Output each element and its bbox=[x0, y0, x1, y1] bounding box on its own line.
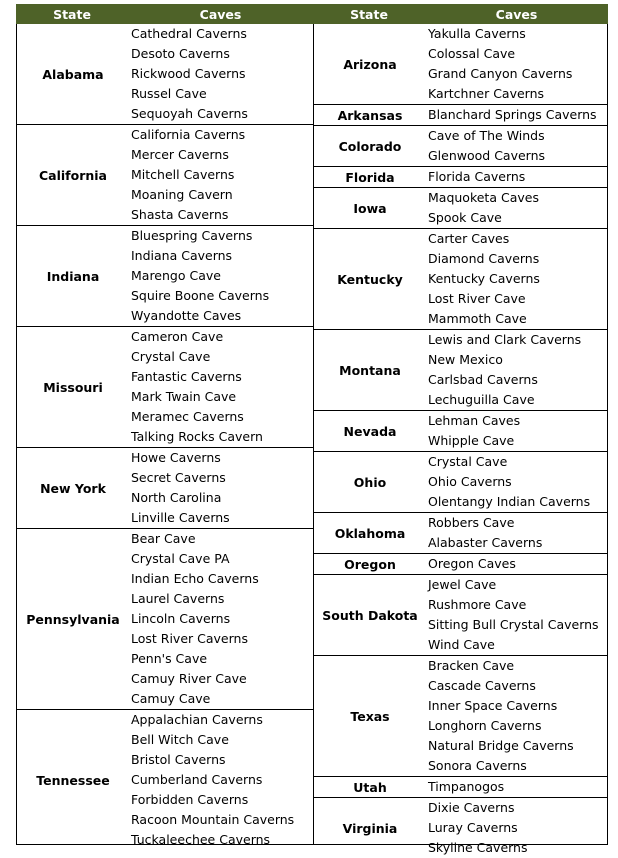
cave-name: Lewis and Clark Caverns bbox=[428, 332, 582, 347]
state-group bbox=[17, 529, 313, 710]
cave-name: Crystal Cave PA bbox=[131, 551, 230, 566]
state-name: New York bbox=[40, 480, 106, 496]
cave-name: Linville Caverns bbox=[131, 510, 230, 525]
state-name: Colorado bbox=[338, 138, 402, 154]
cave-list bbox=[426, 513, 607, 553]
cave-list bbox=[426, 188, 607, 228]
cave-list bbox=[129, 710, 313, 850]
cave-list bbox=[129, 226, 313, 326]
cave-name: Cathedral Caverns bbox=[131, 26, 247, 41]
cave-name: Moaning Cavern bbox=[131, 187, 233, 202]
header-caves-right: Caves bbox=[495, 6, 538, 22]
cave-name: Glenwood Caverns bbox=[428, 148, 546, 163]
cave-name: Indiana Caverns bbox=[131, 248, 233, 263]
cave-name: Florida Caverns bbox=[428, 169, 526, 184]
cave-name: Yakulla Caverns bbox=[428, 26, 526, 41]
cave-name: Olentangy Indian Caverns bbox=[428, 494, 591, 509]
cave-name: Bell Witch Cave bbox=[131, 732, 229, 747]
cave-list bbox=[426, 126, 607, 166]
cave-name: Mark Twain Cave bbox=[131, 389, 237, 404]
cave-list bbox=[426, 575, 607, 655]
cave-name: Jewel Cave bbox=[428, 577, 497, 592]
cave-name: Tuckaleechee Caverns bbox=[131, 832, 271, 847]
cave-list bbox=[129, 529, 313, 709]
cave-name: Kentucky Caverns bbox=[428, 271, 540, 286]
header-state-right: State bbox=[350, 6, 388, 22]
cave-name: Blanchard Springs Caverns bbox=[428, 107, 597, 122]
state-group bbox=[314, 513, 607, 554]
cave-name: North Carolina bbox=[131, 490, 222, 505]
cave-name: Marengo Cave bbox=[131, 268, 221, 283]
cave-name: Diamond Caverns bbox=[428, 251, 540, 266]
cave-name: Kartchner Caverns bbox=[428, 86, 545, 101]
cave-name: Cameron Cave bbox=[131, 329, 224, 344]
cave-name: Appalachian Caverns bbox=[131, 712, 263, 727]
cave-name: Dixie Caverns bbox=[428, 800, 515, 815]
state-name: Indiana bbox=[46, 268, 100, 284]
state-name: Oklahoma bbox=[334, 525, 406, 541]
state-name: South Dakota bbox=[322, 607, 418, 623]
state-group bbox=[17, 710, 313, 850]
state-group bbox=[17, 226, 313, 327]
header-state-left: State bbox=[53, 6, 91, 22]
state-name: Ohio bbox=[353, 474, 387, 490]
state-group bbox=[17, 448, 313, 529]
state-group bbox=[314, 105, 607, 126]
cave-name: Meramec Caverns bbox=[131, 409, 244, 424]
state-group bbox=[314, 798, 607, 858]
cave-name: Grand Canyon Caverns bbox=[428, 66, 573, 81]
state-name: Missouri bbox=[43, 379, 103, 395]
cave-name: Rickwood Caverns bbox=[131, 66, 246, 81]
cave-name: Timpanogos bbox=[428, 779, 505, 794]
state-name: Oregon bbox=[344, 556, 396, 572]
header-caves-left: Caves bbox=[199, 6, 242, 22]
cave-name: Sitting Bull Crystal Caverns bbox=[428, 617, 599, 632]
cave-name: Howe Caverns bbox=[131, 450, 221, 465]
cave-list bbox=[426, 411, 607, 451]
cave-name: Ohio Caverns bbox=[428, 474, 512, 489]
cave-name: Lost River Caverns bbox=[131, 631, 248, 646]
cave-name: Mitchell Caverns bbox=[131, 167, 235, 182]
cave-name: Desoto Caverns bbox=[131, 46, 230, 61]
cave-name: Luray Caverns bbox=[428, 820, 518, 835]
cave-name: Lechuguilla Cave bbox=[428, 392, 535, 407]
cave-name: Racoon Mountain Caverns bbox=[131, 812, 295, 827]
cave-list bbox=[426, 798, 607, 858]
cave-name: Forbidden Caverns bbox=[131, 792, 249, 807]
cave-name: California Caverns bbox=[131, 127, 246, 142]
cave-name: Maquoketa Caves bbox=[428, 190, 539, 205]
cave-name: Carter Caves bbox=[428, 231, 510, 246]
state-name: California bbox=[39, 167, 107, 183]
cave-list bbox=[426, 554, 607, 574]
state-name: Arkansas bbox=[337, 107, 403, 123]
cave-list bbox=[129, 327, 313, 447]
cave-name: Penn's Cave bbox=[131, 651, 208, 666]
state-group bbox=[17, 24, 313, 125]
state-name: Alabama bbox=[42, 66, 104, 82]
state-name: Kentucky bbox=[337, 271, 403, 287]
state-name: Pennsylvania bbox=[26, 611, 120, 627]
cave-list bbox=[129, 448, 313, 528]
state-name: Nevada bbox=[343, 423, 397, 439]
cave-name: Robbers Cave bbox=[428, 515, 515, 530]
cave-name: Lost River Cave bbox=[428, 291, 526, 306]
cave-name: Camuy Cave bbox=[131, 691, 211, 706]
cave-list bbox=[426, 24, 607, 104]
right-state-column bbox=[314, 24, 607, 855]
cave-name: Longhorn Caverns bbox=[428, 718, 542, 733]
cave-name: Cascade Caverns bbox=[428, 678, 536, 693]
cave-name: Skyline Caverns bbox=[428, 840, 528, 855]
cave-name: New Mexico bbox=[428, 352, 503, 367]
cave-name: Carlsbad Caverns bbox=[428, 372, 538, 387]
state-name: Virginia bbox=[342, 820, 398, 836]
state-group bbox=[314, 452, 607, 513]
state-group bbox=[314, 575, 607, 656]
cave-name: Wind Cave bbox=[428, 637, 495, 652]
state-name: Iowa bbox=[353, 200, 387, 216]
cave-name: Laurel Caverns bbox=[131, 591, 225, 606]
cave-name: Squire Boone Caverns bbox=[131, 288, 270, 303]
state-group bbox=[314, 167, 607, 188]
state-group bbox=[314, 330, 607, 411]
state-name: Arizona bbox=[343, 56, 397, 72]
cave-name: Camuy River Cave bbox=[131, 671, 247, 686]
cave-name: Rushmore Cave bbox=[428, 597, 527, 612]
cave-list bbox=[426, 330, 607, 410]
state-group bbox=[314, 229, 607, 330]
cave-name: Wyandotte Caves bbox=[131, 308, 242, 323]
cave-name: Bristol Caverns bbox=[131, 752, 226, 767]
cave-name: Mercer Caverns bbox=[131, 147, 229, 162]
cave-name: Mammoth Cave bbox=[428, 311, 527, 326]
cave-name: Talking Rocks Cavern bbox=[131, 429, 263, 444]
cave-list bbox=[426, 452, 607, 512]
cave-name: Inner Space Caverns bbox=[428, 698, 558, 713]
cave-list bbox=[426, 229, 607, 329]
cave-list bbox=[426, 167, 607, 187]
cave-name: Secret Caverns bbox=[131, 470, 226, 485]
cave-name: Crystal Cave bbox=[428, 454, 508, 469]
cave-name: Colossal Cave bbox=[428, 46, 516, 61]
cave-name: Fantastic Caverns bbox=[131, 369, 242, 384]
cave-name: Natural Bridge Caverns bbox=[428, 738, 574, 753]
table-body bbox=[16, 24, 608, 855]
cave-name: Russel Cave bbox=[131, 86, 207, 101]
state-name: Tennessee bbox=[36, 772, 110, 788]
cave-name: Crystal Cave bbox=[131, 349, 211, 364]
cave-name: Oregon Caves bbox=[428, 556, 516, 571]
state-group bbox=[314, 188, 607, 229]
state-group bbox=[17, 125, 313, 226]
cave-name: Sequoyah Caverns bbox=[131, 106, 248, 121]
cave-list bbox=[426, 656, 607, 776]
cave-name: Bear Cave bbox=[131, 531, 196, 546]
state-group bbox=[17, 327, 313, 448]
state-name: Utah bbox=[353, 779, 387, 795]
state-group bbox=[314, 656, 607, 777]
state-name: Florida bbox=[345, 169, 395, 185]
state-group bbox=[314, 126, 607, 167]
state-group bbox=[314, 777, 607, 798]
cave-name: Cave of The Winds bbox=[428, 128, 545, 143]
caves-table bbox=[16, 4, 608, 855]
state-group bbox=[314, 554, 607, 575]
left-state-column bbox=[17, 24, 314, 847]
cave-name: Bluespring Caverns bbox=[131, 228, 253, 243]
state-group bbox=[314, 24, 607, 105]
cave-name: Lincoln Caverns bbox=[131, 611, 231, 626]
cave-list bbox=[129, 125, 313, 225]
cave-list bbox=[426, 105, 607, 125]
state-name: Montana bbox=[339, 362, 401, 378]
cave-name: Indian Echo Caverns bbox=[131, 571, 259, 586]
cave-name: Shasta Caverns bbox=[131, 207, 229, 222]
cave-name: Lehman Caves bbox=[428, 413, 521, 428]
cave-name: Sonora Caverns bbox=[428, 758, 527, 773]
cave-name: Alabaster Caverns bbox=[428, 535, 543, 550]
state-name: Texas bbox=[350, 708, 390, 724]
cave-list bbox=[426, 777, 607, 797]
cave-name: Spook Cave bbox=[428, 210, 502, 225]
table-header bbox=[16, 4, 608, 24]
cave-name: Bracken Cave bbox=[428, 658, 515, 673]
state-group bbox=[314, 411, 607, 452]
cave-name: Whipple Cave bbox=[428, 433, 515, 448]
cave-name: Cumberland Caverns bbox=[131, 772, 263, 787]
cave-list bbox=[129, 24, 313, 124]
